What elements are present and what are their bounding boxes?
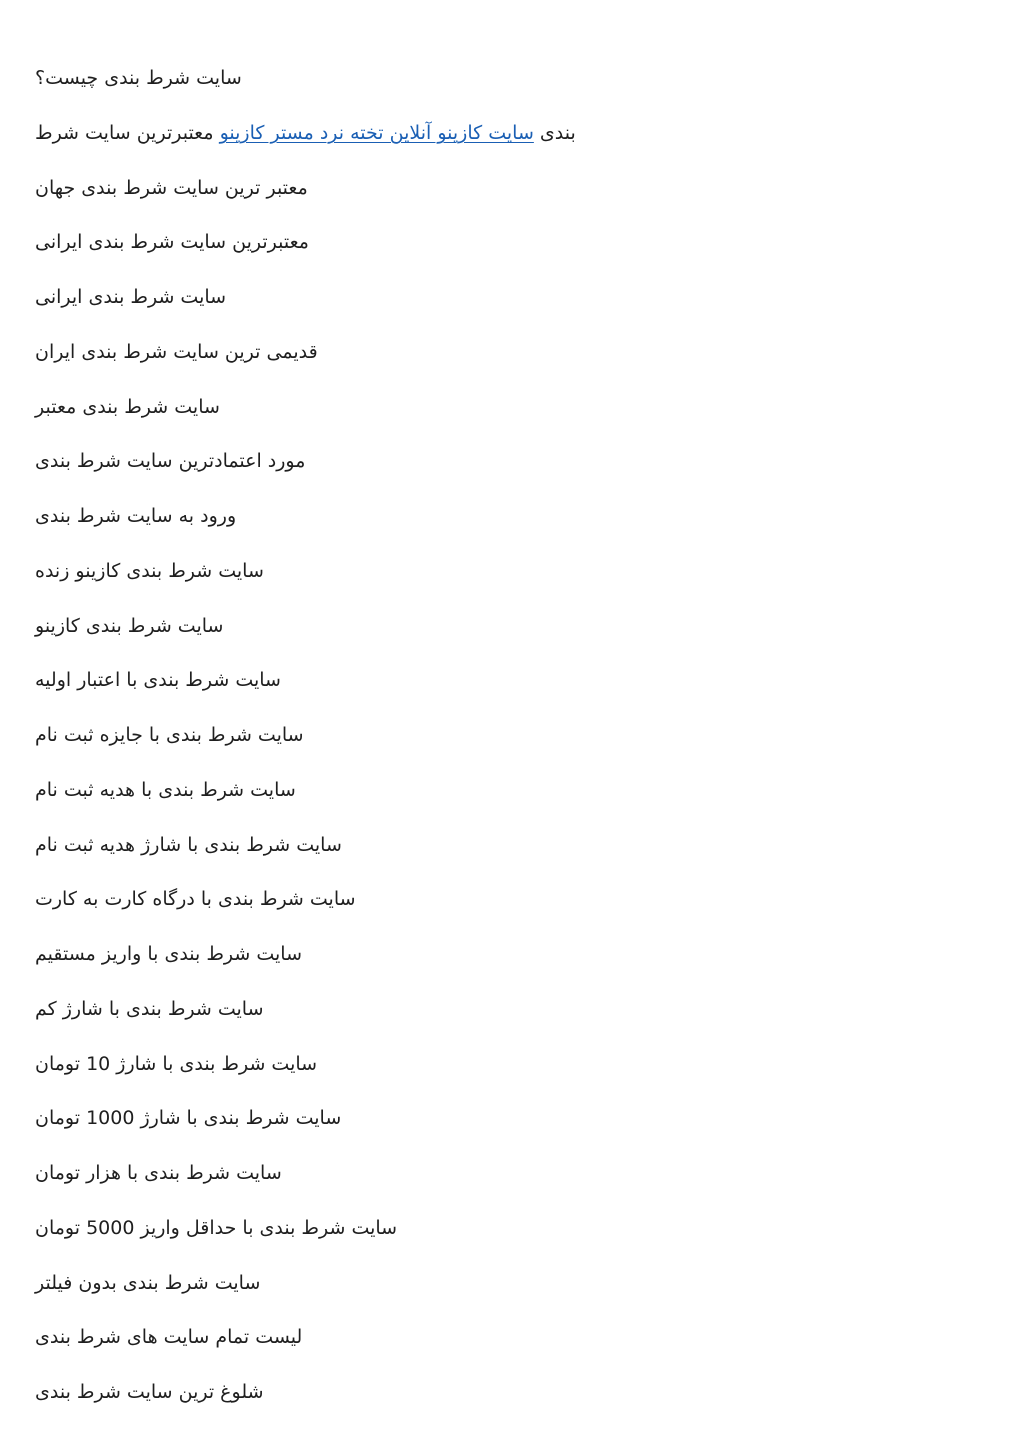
line-most-trusted-site: مورد اعتمادترین سایت شرط بندی	[35, 450, 306, 473]
line-low-charge: سایت شرط بندی با شارژ کم	[35, 997, 264, 1020]
line-card-to-card: سایت شرط بندی با درگاه کارت به کارت	[35, 888, 356, 911]
line-live-casino: سایت شرط بندی کازینو زنده	[35, 559, 264, 582]
mixed-line-wrapper	[35, 118, 576, 148]
line-world-betting-site: معتبر ترین سایت شرط بندی جهان	[35, 176, 308, 199]
line-signup-prize: سایت شرط بندی با جایزه ثبت نام	[35, 724, 304, 746]
line-signup-gift-charge: سایت شرط بندی با شارژ هدیه ثبت نام	[35, 833, 342, 856]
line-busiest-site: شلوغ ترین سایت شرط بندی	[35, 1381, 264, 1403]
line-charge-10: سایت شرط بندی با شارژ 10 تومان	[35, 1052, 318, 1075]
line-prefix-text: معتبرترین سایت شرط	[35, 121, 214, 144]
line-reliable-site: سایت شرط بندی معتبر	[35, 395, 220, 418]
line-most-reliable-with-link	[35, 118, 1024, 173]
line-thousand-toman: سایت شرط بندی با هزار تومان	[35, 1162, 282, 1184]
line-initial-credit: سایت شرط بندی با اعتبار اولیه	[35, 669, 281, 692]
line-min-deposit-5000: سایت شرط بندی با حداقل واریز 5000 تومان	[35, 1216, 398, 1239]
line-login-site: ورود به سایت شرط بندی	[35, 505, 237, 527]
line-signup-gift: سایت شرط بندی با هدیه ثبت نام	[35, 778, 296, 801]
line-what-is-betting-site: سایت شرط بندی چیست؟	[35, 67, 242, 89]
line-iranian-most-reliable: معتبرترین سایت شرط بندی ایرانی	[35, 231, 309, 254]
line-oldest-iran-site: قدیمی ترین سایت شرط بندی ایران	[35, 340, 318, 363]
line-suffix-text: بندی	[539, 121, 576, 144]
line-list-all-sites: لیست تمام سایت های شرط بندی	[35, 1326, 303, 1349]
line-no-filter: سایت شرط بندی بدون فیلتر	[35, 1271, 261, 1294]
line-direct-deposit: سایت شرط بندی با واریز مستقیم	[35, 943, 303, 965]
line-iranian-betting-site: سایت شرط بندی ایرانی	[35, 286, 227, 308]
casino-backgammon-link[interactable]: سایت کازینو آنلاین تخته نرد مستر کازینو	[219, 121, 534, 144]
line-casino: سایت شرط بندی کازینو	[35, 614, 224, 637]
line-charge-1000: سایت شرط بندی با شارژ 1000 تومان	[35, 1107, 342, 1130]
